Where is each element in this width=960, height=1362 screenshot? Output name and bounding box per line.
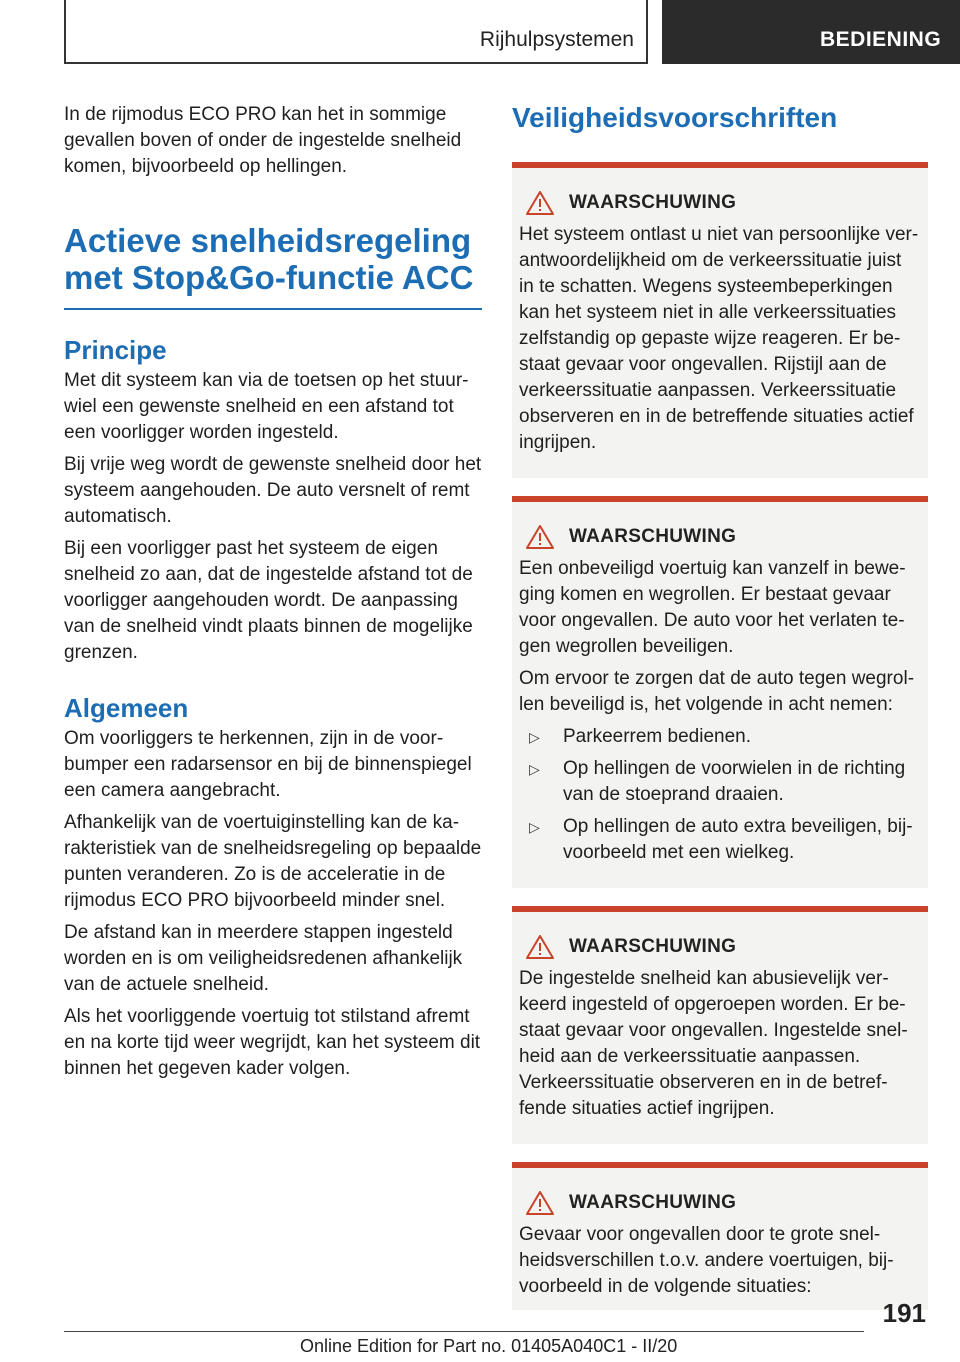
list-item-text: Op hellingen de auto extra beveiligen, bijvoorbeeld met een wielkeg. <box>563 816 913 863</box>
warning-label: WAARSCHUWING <box>569 192 737 213</box>
safety-heading: Veiligheidsvoorschriften <box>512 102 838 133</box>
header-chapter-title: BEDIENING <box>820 28 942 51</box>
header-chapter-box <box>662 0 960 64</box>
warning-box <box>512 1162 928 1310</box>
warning-box <box>512 906 928 1144</box>
warning-text: Om ervoor te zorgen dat de auto tegen wegrollen beveiligd is, het volgende in acht nemen: <box>519 668 915 715</box>
warning-triangle-icon <box>525 934 555 960</box>
algemeen-paragraph: De afstand kan in meerdere stappen ingesteld worden en is om veiligheidsredenen afhankelijk van de actuele snelheid. <box>64 922 463 995</box>
triangle-bullet-icon: ▷ <box>529 819 540 835</box>
list-item <box>519 756 920 808</box>
list-item-text: Op hellingen de voorwielen in de richting van de stoeprand draaien. <box>563 758 906 805</box>
warning-triangle-icon <box>525 190 555 216</box>
warning-label: WAARSCHUWING <box>569 1192 737 1213</box>
footer-edition: Online Edition for Part no. 01405A040C1 - II/20 <box>300 1336 678 1356</box>
algemeen-paragraph: Om voorliggers te herkennen, zijn in de voorbumper een radarsensor en bij de binnenspiegel een camera aangebracht. <box>64 728 472 801</box>
algemeen-paragraph: Afhankelijk van de voertuiginstelling kan de karakteristiek van de snelheidsregeling op bepaalde punten veranderen. Zo is de acceleratie in de rijmodus ECO PRO bijvoorbeeld minder snel. <box>64 812 482 911</box>
warning-header <box>519 522 920 552</box>
principe-paragraph: Bij een voorligger past het systeem de eigen snelheid zo aan, dat de ingestelde afstand tot de voorligger aangehouden wordt. De aanpassing van de snelheid vindt plaats binnen de mogelijke grenzen. <box>64 538 473 663</box>
warning-triangle-icon <box>525 1190 555 1216</box>
warning-text: De ingestelde snelheid kan abusievelijk verkeerd ingesteld of opgeroepen worden. Er bestaat gevaar voor ongevallen. Ingestelde snelheid aan de verkeerssituatie aanpassen. Verkeerssituatie observeren en in de betreffende situaties actief ingrijpen. <box>519 968 908 1119</box>
list-item <box>519 724 920 750</box>
warning-header <box>519 1188 920 1218</box>
principe-heading: Principe <box>64 335 167 365</box>
warning-text: Het systeem ontlast u niet van persoonlijke verantwoordelijkheid om de verkeerssituatie juist in te schatten. Wegens systeembeperkingen kan het systeem niet in alle verkeerssituaties zelfstandig op gepaste wijze reageren. Er bestaat gevaar voor ongevallen. Rijstijl aan de verkeerssituatie aanpassen. Verkeerssituatie observeren en in de betreffende situaties actief ingrijpen. <box>519 224 919 453</box>
triangle-bullet-icon: ▷ <box>529 761 540 777</box>
algemeen-paragraph: Als het voorliggende voertuig tot stilstand afremt en na korte tijd weer wegrijdt, kan het systeem dit binnen het gegeven kader volgen. <box>64 1006 481 1079</box>
main-heading: Actieve snelheidsregeling met Stop&Go-functie ACC <box>64 222 482 310</box>
right-column <box>512 100 928 1310</box>
warning-triangle-icon <box>525 524 555 550</box>
warning-text: Gevaar voor ongevallen door te grote snelheidsverschillen t.o.v. andere voertuigen, bijvoorbeeld in de volgende situaties: <box>519 1224 894 1297</box>
header-section-box <box>64 0 648 64</box>
page-number: 191 <box>882 1298 926 1328</box>
left-column <box>64 102 482 1088</box>
list-item-text: Parkeerrem bedienen. <box>563 726 751 747</box>
algemeen-heading: Algemeen <box>64 693 189 723</box>
triangle-bullet-icon: ▷ <box>529 729 540 745</box>
warning-text: Een onbeveiligd voertuig kan vanzelf in beweging komen en wegrollen. Er bestaat gevaar voor ongevallen. De auto voor het verlaten tegen wegrollen beveiligen. <box>519 558 906 657</box>
list-item <box>519 814 920 866</box>
header-section-title: Rijhulpsystemen <box>479 28 634 51</box>
principe-paragraph: Bij vrije weg wordt de gewenste snelheid door het systeem aangehouden. De auto versnelt of remt automatisch. <box>64 454 482 527</box>
warning-label: WAARSCHUWING <box>569 526 737 547</box>
warning-header <box>519 932 920 962</box>
warning-label: WAARSCHUWING <box>569 936 737 957</box>
principe-paragraph: Met dit systeem kan via de toetsen op het stuurwiel een gewenste snelheid en een afstand tot een voorligger worden ingesteld. <box>64 370 469 443</box>
warning-box <box>512 496 928 888</box>
intro-paragraph: In de rijmodus ECO PRO kan het in sommige gevallen boven of onder de ingestelde snelheid komen, bijvoorbeeld op hellingen. <box>64 104 462 177</box>
footer-divider <box>64 1331 864 1332</box>
warning-box <box>512 162 928 478</box>
warning-header <box>519 188 920 218</box>
